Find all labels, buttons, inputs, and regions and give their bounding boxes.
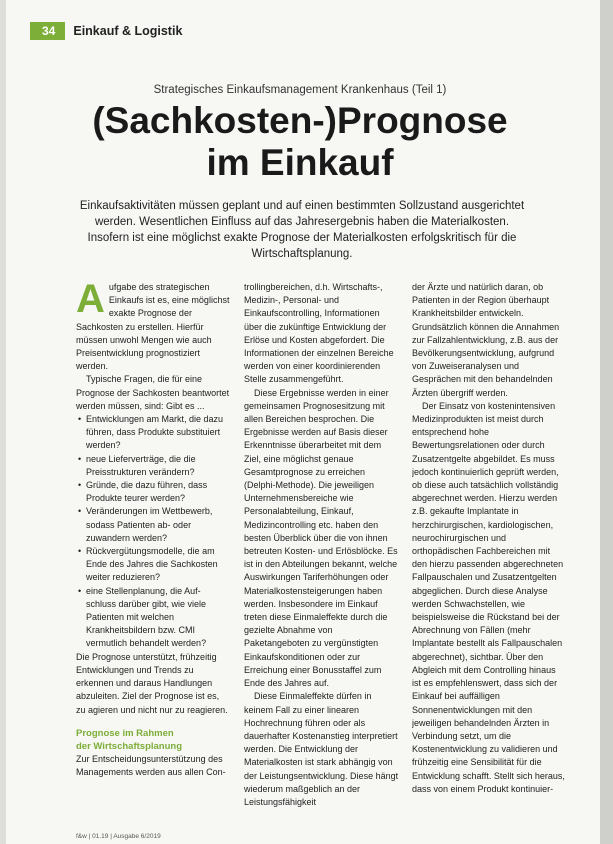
paragraph: Typische Fragen, die für eine Prognose der Sachkosten beantwortet werden müssen, sind: Gibt es ... [76,374,230,411]
list-item: • Entwicklungen am Markt, die dazu führen, dass Produkte substituiert werden? [76,413,231,453]
list-item: • Gründe, die dazu führen, dass Produkte teurer werden? [76,479,231,505]
paragraph: ufgabe des strategischen Einkaufs ist es, eine möglichst exakte Prognose der Sachkosten zu erstellen. Hierfür müssen unwohl Mengen wie auch Preisentwicklung prognostiziert werden. [76,282,230,372]
page-number-badge: 34 [30,22,65,40]
list-item: • eine Stellenplanung, die Auf- schluss darüber gibt, wie viele Patienten mit welchen Krankheitsbildern bzw. CMI vermutlich behandelt werden? [76,585,231,651]
text-column-2 [244,281,399,816]
subheading-line-1: Prognose im Rahmen [76,727,174,739]
paragraph: Die Prognose unterstützt, frühzeitig Entwicklungen und Trends zu erkennen und daraus Handlungen abzuleiten. Ziel der Prognose ist es, zu agieren und nicht nur zu reagieren. [76,651,228,715]
article-kicker: Strategisches Einkaufsmanagement Krankenhaus (Teil 1) [153,84,447,96]
question-list [76,413,231,651]
page-header [34,22,182,40]
article-title [0,100,600,184]
paragraph: Der Einsatz von kostenintensiven Medizinprodukten ist meist durch entsprechend hohe Bewertungsrelationen oder durch Zusatzentgelte abgebildet. Es muss jedoch kontinuierlich geprüft werden, ob diese auch tatsächlich vollständig abgerechnet werden. Hierzu werden z.B. gekaufte Implantate in herzchirurgischen, kardiologischen, neurochirurgischen und orthopädischen Fachbereichen mit den hierzu passenden abgerechneten Fallpauschalen und Zusatzentgelten abgeglichen. Durch diese Analyse werden Schwachstellen, wie beispielsweise die Rückstand bei der Abrechnung von Fällen (mehr Implantate bestellt als Fallpauschalen abgerechnet), sichtbar. Über den Abgleich mit dem Controlling hinaus ist es empfehlenswert, dass sich der Einkauf bei auffälligen Sonnenentwicklungen mit den jeweiligen behandelnden Ärzten in Verbindung setzt, um die Kostenentwicklung zu validieren und frühzeitig eine Sensibilität für die Entwicklung schafft. Stellt sich heraus, dass von einem Produkt kontinuier- [412,400,565,794]
list-item: • neue Lieferverträge, die die Preisstrukturen verändern? [76,453,231,479]
title-line-2: im Einkauf [206,142,394,183]
text-column-1 [76,281,231,816]
paragraph: der Ärzte und natürlich daran, ob Patienten in der Region überhaupt Krankheitsbilder entwickeln. Grundsätzlich können die Annahmen zur Fallzahlentwicklung, z.B. aus der Bevölkerungsentwicklung, aufgrund von Zuweiseranalysen und Gesprächen mit den behandelnden Ärzten übergriff werden. [412,282,560,398]
paragraph: Zur Entscheidungsunterstützung des Managements werden aus allen Con- [76,753,226,777]
article-lead: Einkaufsaktivitäten müssen geplant und auf einen bestimmten Sollzustand ausgerichtet werden. Wesentlichen Einfluss auf das Jahresergebnis haben die Materialkosten. Insofern ist eine möglichst exakte Prognose der Materialkosten erfolgskritisch für die Wirtschaftsplanung. [79,200,525,260]
title-line-1: (Sachkosten-)Prognose [92,100,508,141]
section-title: Einkauf & Logistik [73,24,183,38]
page-footer: f&w | 01.19 | Ausgabe 6/2019 [76,833,161,840]
text-column-3 [412,281,567,816]
subheading [76,727,231,753]
drop-cap: A [76,281,105,321]
subheading-line-2: der Wirtschaftsplanung [76,740,183,752]
list-item: • Rückvergütungsmodelle, die am Ende des Jahres die Sachkosten weiter reduzieren? [76,545,231,585]
page-edge [600,0,613,844]
list-item: • Veränderungen im Wettbewerb, sodass Patienten ab- oder zuwandern werden? [76,505,231,545]
paragraph: trollingbereichen, d.h. Wirtschafts-, Medizin-, Personal- und Einkaufscontrolling, Informationen über die zukünftige Entwicklung der Erlöse und Kosten abgefordert. Die Informationen der einzelnen Bereiche werden von einer koordinierenden Stelle zusammengeführt. [244,282,394,385]
paragraph: Diese Einmaleffekte dürfen in keinem Fall zu einer linearen Hochrechnung führen oder als dauerhafter Kostenanstieg interpretiert werden. Die Entwicklung der Materialkosten ist stark abhängig von der Leistungsentwicklung. Diese hängt wiederum maßgeblich an der Leistungsfähigkeit [244,691,399,807]
paragraph: Diese Ergebnisse werden in einer gemeinsamen Prognosesitzung mit allen Bereichen besprochen. Die Ergebnisse werden auf Basis dieser Erkenntnisse überarbeitet mit dem Ziel, eine möglichst genaue Gesamtprognose zu erreichen (Delphi-Methode). Die jeweiligen Unternehmensbereiche wie Personalabteilung, Einkauf, Medizincontrolling etc. haben den besten Überblick über die von ihnen betreuten Kosten- und Erlösblöcke. Es ist in den Abteilungen bekannt, welche Auswirkungen Tariferhöhungen oder Materialkostensteigerungen haben werden. Insbesondere im Einkauf treten diese Einmaleffekte durch die gezielte Abnahme von Paketangeboten zu vergünstigten Einkaufskonditionen oder zur Erreichung einer Bonusstaffel zum Ende des Jahres auf. [244,387,398,689]
